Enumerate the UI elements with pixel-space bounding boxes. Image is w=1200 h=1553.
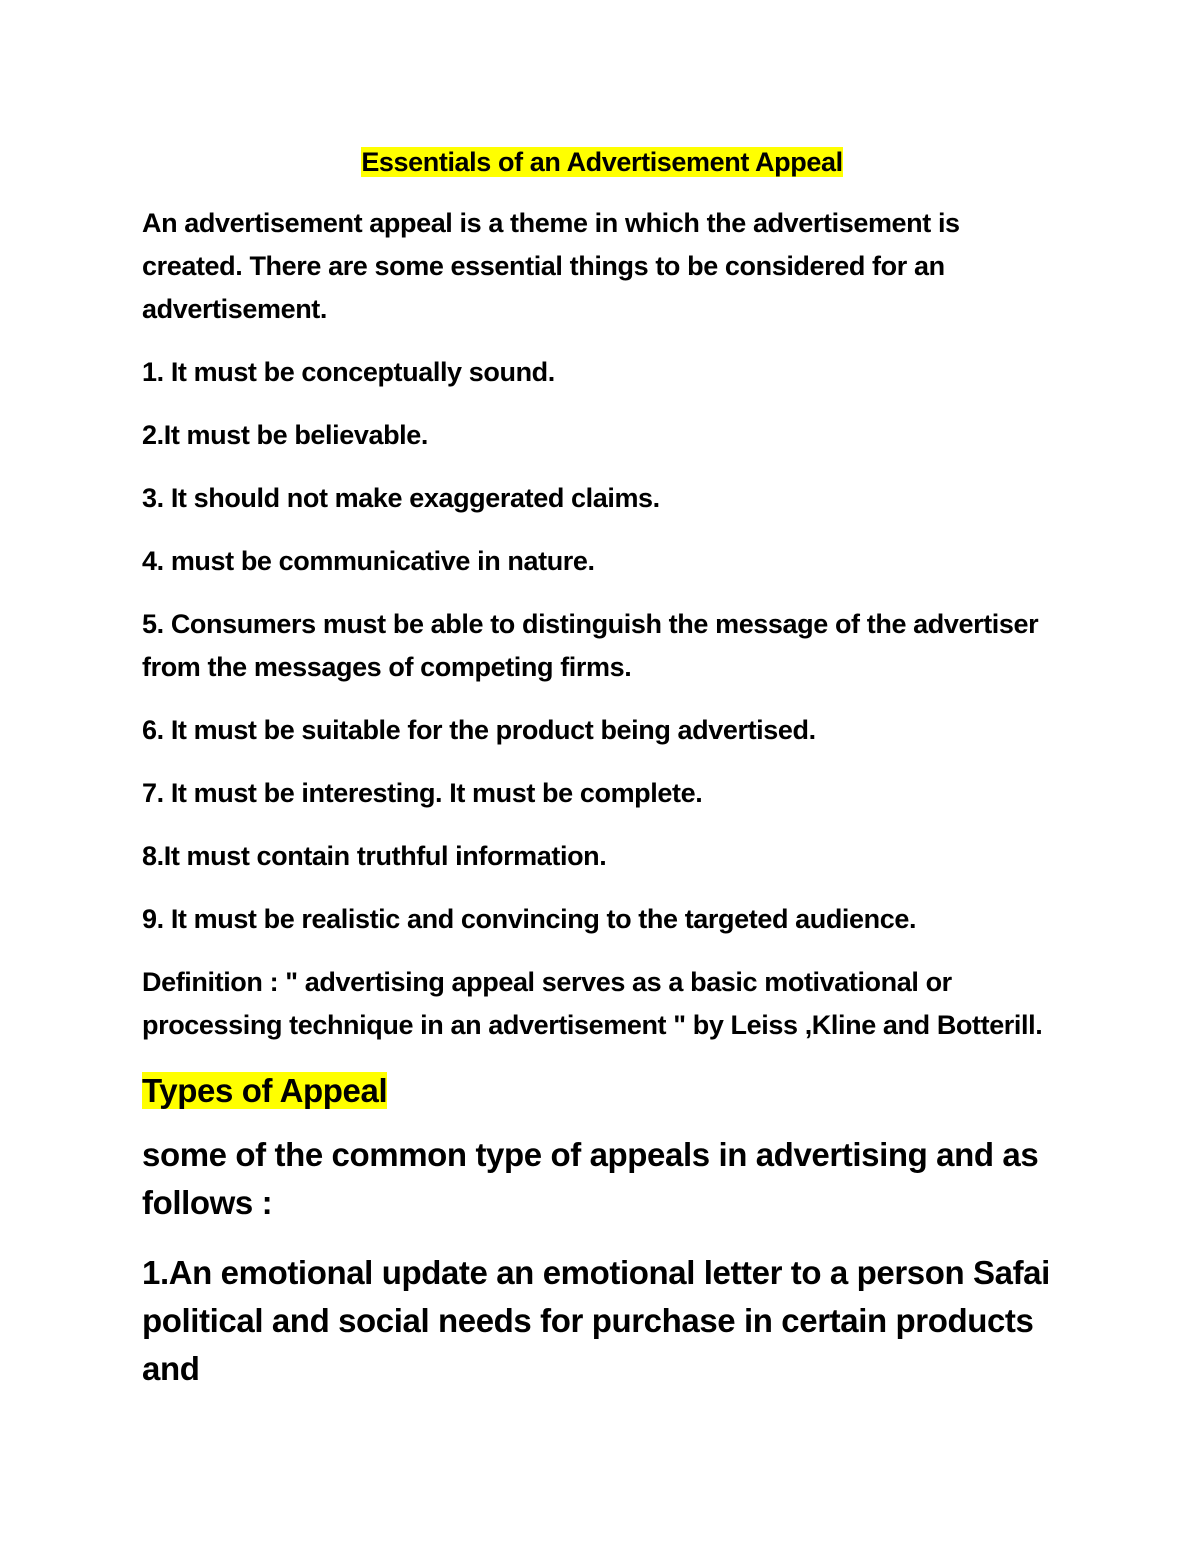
types-intro-paragraph: some of the common type of appeals in advertising and as follows : bbox=[142, 1136, 1039, 1221]
definition-paragraph: Definition : " advertising appeal serves as a basic motivational or processing technique in an advertisement " by Leiss ,Kline and Botterill. bbox=[142, 967, 1043, 1040]
title-highlight: Essentials of an Advertisement Appeal bbox=[361, 147, 843, 177]
essential-item: 4. must be communicative in nature. bbox=[142, 546, 595, 576]
types-heading-highlight: Types of Appeal bbox=[142, 1072, 388, 1109]
document-title bbox=[142, 140, 1062, 184]
essential-item: 2.It must be believable. bbox=[142, 420, 429, 450]
essential-item: 5. Consumers must be able to distinguish the message of the advertiser from the messages of competing firms. bbox=[142, 609, 1039, 682]
essential-item: 6. It must be suitable for the product being advertised. bbox=[142, 715, 816, 745]
essential-item: 1. It must be conceptually sound. bbox=[142, 357, 555, 387]
types-first-paragraph: 1.An emotional update an emotional letter to a person Safai political and social needs for purchase in certain products and bbox=[142, 1254, 1050, 1387]
essential-item: 8.It must contain truthful information. bbox=[142, 841, 607, 871]
types-heading bbox=[142, 1067, 1062, 1115]
essential-item: 9. It must be realistic and convincing to the targeted audience. bbox=[142, 904, 917, 934]
essentials-list bbox=[142, 351, 1062, 941]
essential-item: 7. It must be interesting. It must be complete. bbox=[142, 778, 703, 808]
document-content bbox=[142, 140, 1062, 1415]
intro-paragraph: An advertisement appeal is a theme in which the advertisement is created. There are some essential things to be considered for an advertisement. bbox=[142, 208, 960, 324]
essential-item: 3. It should not make exaggerated claims. bbox=[142, 483, 660, 513]
